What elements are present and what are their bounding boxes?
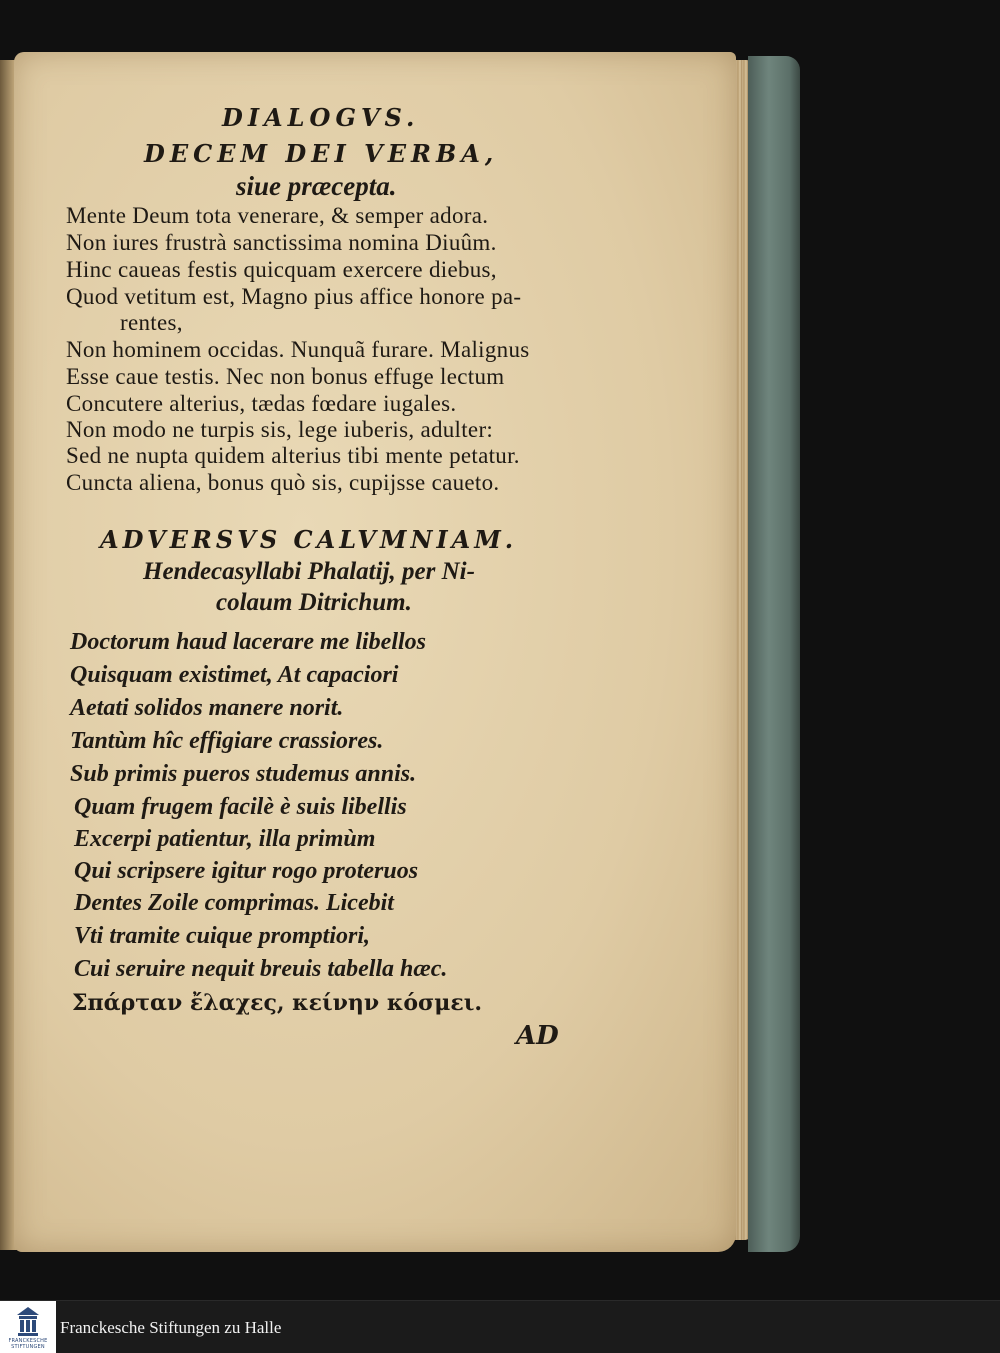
greek-motto: Σπάρταν ἔλαχες, κείνην κόσμει. <box>72 990 483 1016</box>
logo-caption-line: FRANCKESCHE <box>8 1338 48 1344</box>
praecepta-subheading: siue præcepta. <box>236 171 397 201</box>
poem-line: Vti tramite cuique promptiori, <box>74 923 371 949</box>
hendecasyllabi-heading: Hendecasyllabi Phalatij, per Ni- <box>143 558 475 585</box>
poem-line: Dentes Zoile comprimas. Licebit <box>74 890 394 916</box>
building-icon <box>14 1305 42 1337</box>
poem-line: Sub primis pueros studemus annis. <box>70 761 417 787</box>
verse-line: Mente Deum tota venerare, & semper adora. <box>66 203 489 228</box>
verse-line: Sed ne nupta quidem alterius tibi mente petatur. <box>66 443 520 468</box>
adversus-calumniam-heading: ADVERSVS CALVMNIAM. <box>100 525 518 554</box>
verse-line: Hinc caueas festis quicquam exercere diebus, <box>66 257 497 282</box>
poem-line: Quisquam existimet, At capaciori <box>70 662 399 688</box>
verse-line: Concutere alterius, tædas fœdare iugales. <box>66 391 457 416</box>
catchword: AD <box>516 1021 559 1051</box>
poem-line: Doctorum haud lacerare me libellos <box>70 629 426 655</box>
author-heading: colaum Ditrichum. <box>216 589 412 616</box>
verse-line: rentes, <box>120 310 183 335</box>
poem-line: Excerpi patientur, illa primùm <box>74 826 376 852</box>
verse-line: Esse caue testis. Nec non bonus effuge lectum <box>66 364 505 389</box>
decem-dei-verba-heading: DECEM DEI VERBA, <box>144 139 499 168</box>
institution-title: Franckesche Stiftungen zu Halle <box>60 1318 282 1337</box>
franckesche-logo <box>0 1301 56 1353</box>
footer-bar <box>0 1300 1000 1353</box>
verse-line: Non modo ne turpis sis, lege iuberis, adulter: <box>66 417 494 442</box>
dialogue-title: DIALOGVS. <box>222 103 420 132</box>
verse-line: Non hominem occidas. Nunquã furare. Malignus <box>66 337 530 362</box>
logo-caption <box>2 1338 54 1350</box>
poem-line: Tantùm hîc effigiare crassiores. <box>70 728 384 754</box>
logo-caption-line: STIFTUNGEN <box>11 1344 45 1350</box>
poem-line: Quam frugem facilè è suis libellis <box>74 794 407 820</box>
verse-line: Non iures frustrà sanctissima nomina Diuûm. <box>66 230 497 255</box>
poem-line: Qui scripsere igitur rogo proteruos <box>74 858 419 884</box>
poem-line: Cui seruire nequit breuis tabella hæc. <box>74 956 448 982</box>
verse-line: Cuncta aliena, bonus quò sis, cupijsse caueto. <box>66 470 500 495</box>
verse-line: Quod vetitum est, Magno pius affice honore pa- <box>66 284 522 309</box>
poem-line: Aetati solidos manere norit. <box>70 695 344 721</box>
